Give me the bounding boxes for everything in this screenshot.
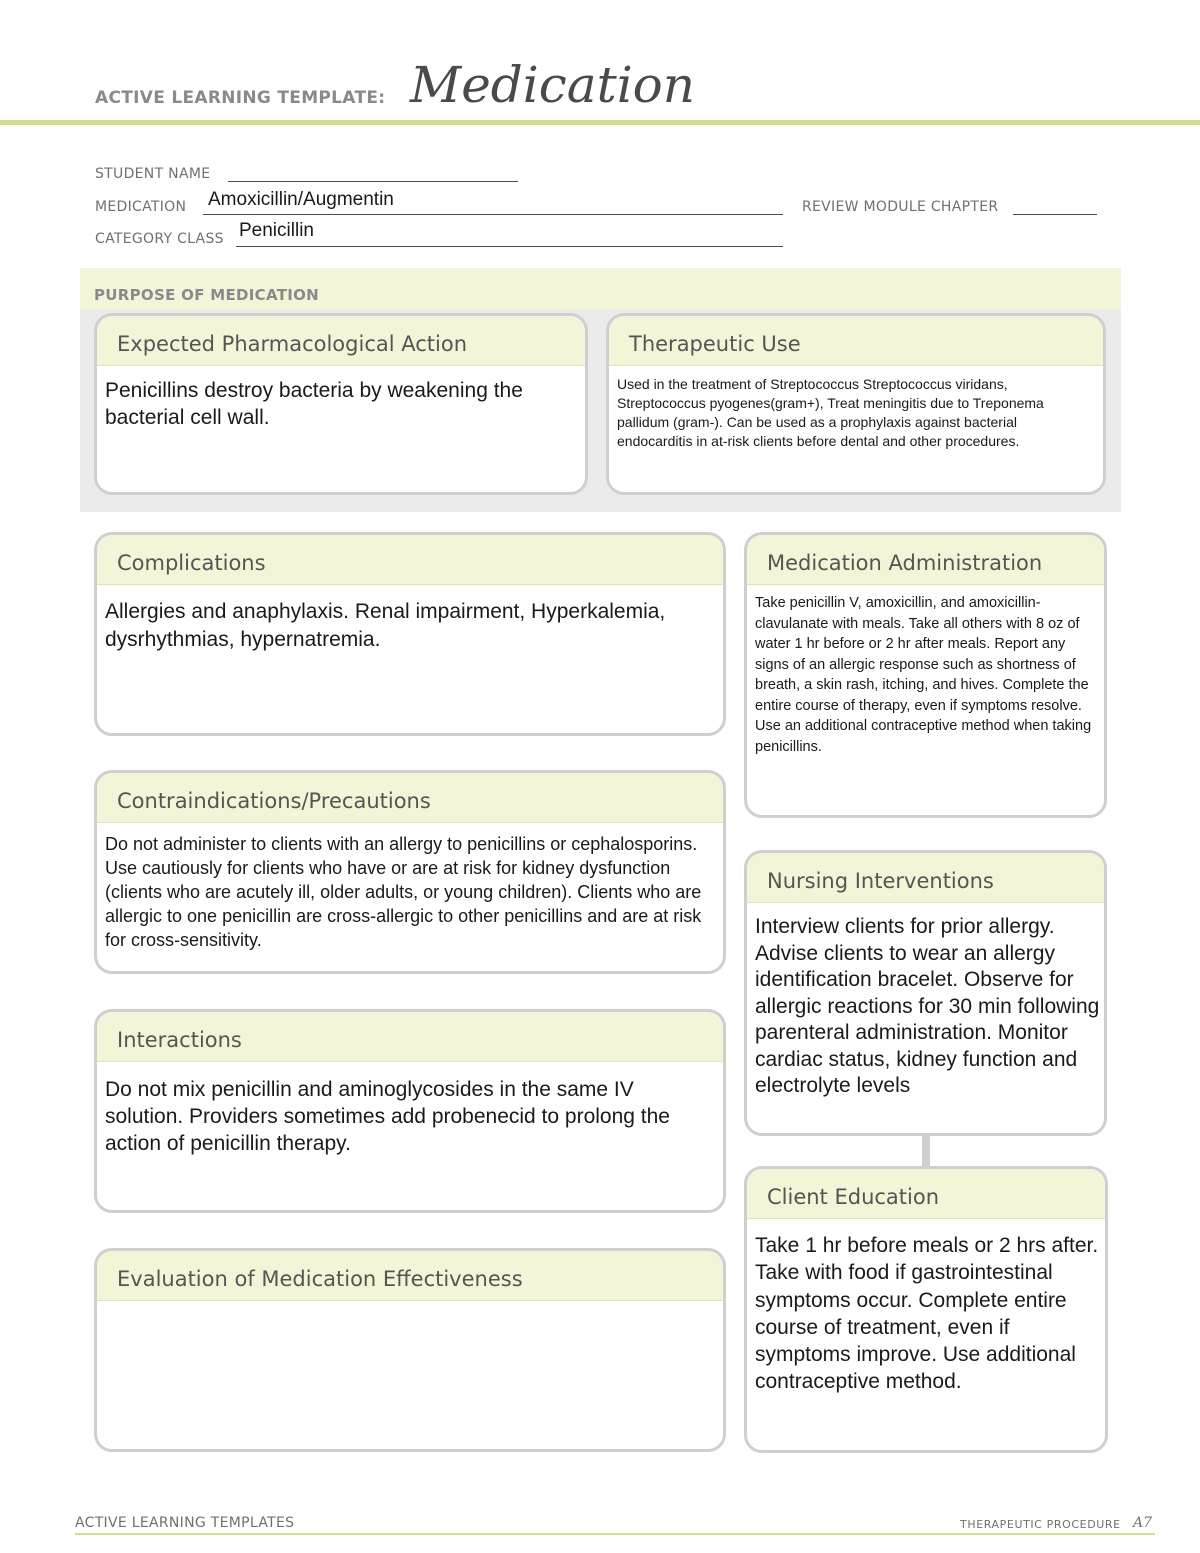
contraindications-box: [94, 770, 726, 974]
footer-left-label: ACTIVE LEARNING TEMPLATES: [75, 1515, 295, 1531]
box-connector: [922, 1136, 930, 1166]
complications-text[interactable]: Allergies and anaphylaxis. Renal impairment, Hyperkalemia, dysrhythmias, hypernatremia.: [105, 600, 666, 651]
header-divider: [0, 120, 1200, 125]
interactions-title: Interactions: [97, 1012, 723, 1062]
template-label: ACTIVE LEARNING TEMPLATE:: [95, 88, 386, 108]
medication-field-line[interactable]: [203, 214, 783, 215]
therapeutic-use-title: Therapeutic Use: [609, 316, 1103, 366]
nursing-interventions-text[interactable]: Interview clients for prior allergy. Advise clients to wear an allergy identification bracelet. Observe for allergic reactions for 30 min following parenteral administration. Monitor cardiac status, kidney function and electrolyte levels: [755, 915, 1100, 1097]
expected-action-title: Expected Pharmacological Action: [97, 316, 585, 366]
contraindications-title: Contraindications/Precautions: [97, 773, 723, 823]
nursing-interventions-box: [744, 850, 1107, 1136]
page-title: Medication: [410, 56, 695, 114]
client-education-title: Client Education: [747, 1169, 1105, 1219]
contraindications-text[interactable]: Do not administer to clients with an allergy to penicillins or cephalosporins. Use cautiously for clients who have or are at risk for kidney dysfunction (clients who are acutely ill, older adults, or young children). Clients who are allergic to one penicillin are cross-allergic to other penicillins and are at risk for cross-sensitivity.: [105, 834, 702, 950]
purpose-section-title: PURPOSE OF MEDICATION: [94, 286, 320, 304]
student-name-label: STUDENT NAME: [95, 166, 211, 182]
footer-divider: [75, 1533, 1155, 1535]
expected-action-box: [94, 313, 588, 495]
page-number: A7: [1133, 1515, 1153, 1531]
complications-title: Complications: [97, 535, 723, 585]
footer-section-label: THERAPEUTIC PROCEDURE: [960, 1518, 1121, 1531]
client-education-box: [744, 1166, 1108, 1453]
evaluation-title: Evaluation of Medication Effectiveness: [97, 1251, 723, 1301]
student-name-field[interactable]: [228, 181, 518, 182]
administration-title: Medication Administration: [747, 535, 1104, 585]
interactions-text[interactable]: Do not mix penicillin and aminoglycosides in the same IV solution. Providers sometimes add probenecid to prolong the action of penicillin therapy.: [105, 1078, 670, 1155]
nursing-interventions-title: Nursing Interventions: [747, 853, 1104, 903]
medication-field-value[interactable]: Amoxicillin/Augmentin: [208, 189, 394, 210]
therapeutic-use-text[interactable]: Used in the treatment of Streptococcus Streptococcus viridans, Streptococcus pyogenes(gram+), Treat meningitis due to Treponema pallidum (gram-). Can be used as a prophylaxis against bacterial endocarditis in at-risk clients before dental and other procedures.: [617, 376, 1044, 449]
client-education-text[interactable]: Take 1 hr before meals or 2 hrs after. Take with food if gastrointestinal symptoms occur. Complete entire course of treatment, even if symptoms improve. Use additional contraceptive method.: [755, 1234, 1099, 1394]
interactions-box: [94, 1009, 726, 1213]
category-class-label: CATEGORY CLASS: [95, 231, 224, 247]
category-class-field-line[interactable]: [236, 246, 783, 247]
administration-text[interactable]: Take penicillin V, amoxicillin, and amoxicillin-clavulanate with meals. Take all others with 8 oz of water 1 hr before or 2 hr after meals. Report any signs of an allergic response such as shortness of breath, a skin rash, itching, and hives. Complete the entire course of therapy, even if symptoms resolve. Use an additional contraceptive method when taking penicillins.: [755, 595, 1092, 755]
expected-action-text[interactable]: Penicillins destroy bacteria by weakening the bacterial cell wall.: [105, 379, 523, 429]
category-class-field-value[interactable]: Penicillin: [239, 220, 314, 241]
complications-box: [94, 532, 726, 736]
evaluation-box: [94, 1248, 726, 1452]
review-module-field[interactable]: [1013, 214, 1097, 215]
review-module-label: REVIEW MODULE CHAPTER: [802, 199, 999, 215]
evaluation-text[interactable]: [97, 1301, 723, 1315]
administration-box: [744, 532, 1107, 818]
therapeutic-use-box: [606, 313, 1106, 495]
medication-label: MEDICATION: [95, 199, 187, 215]
